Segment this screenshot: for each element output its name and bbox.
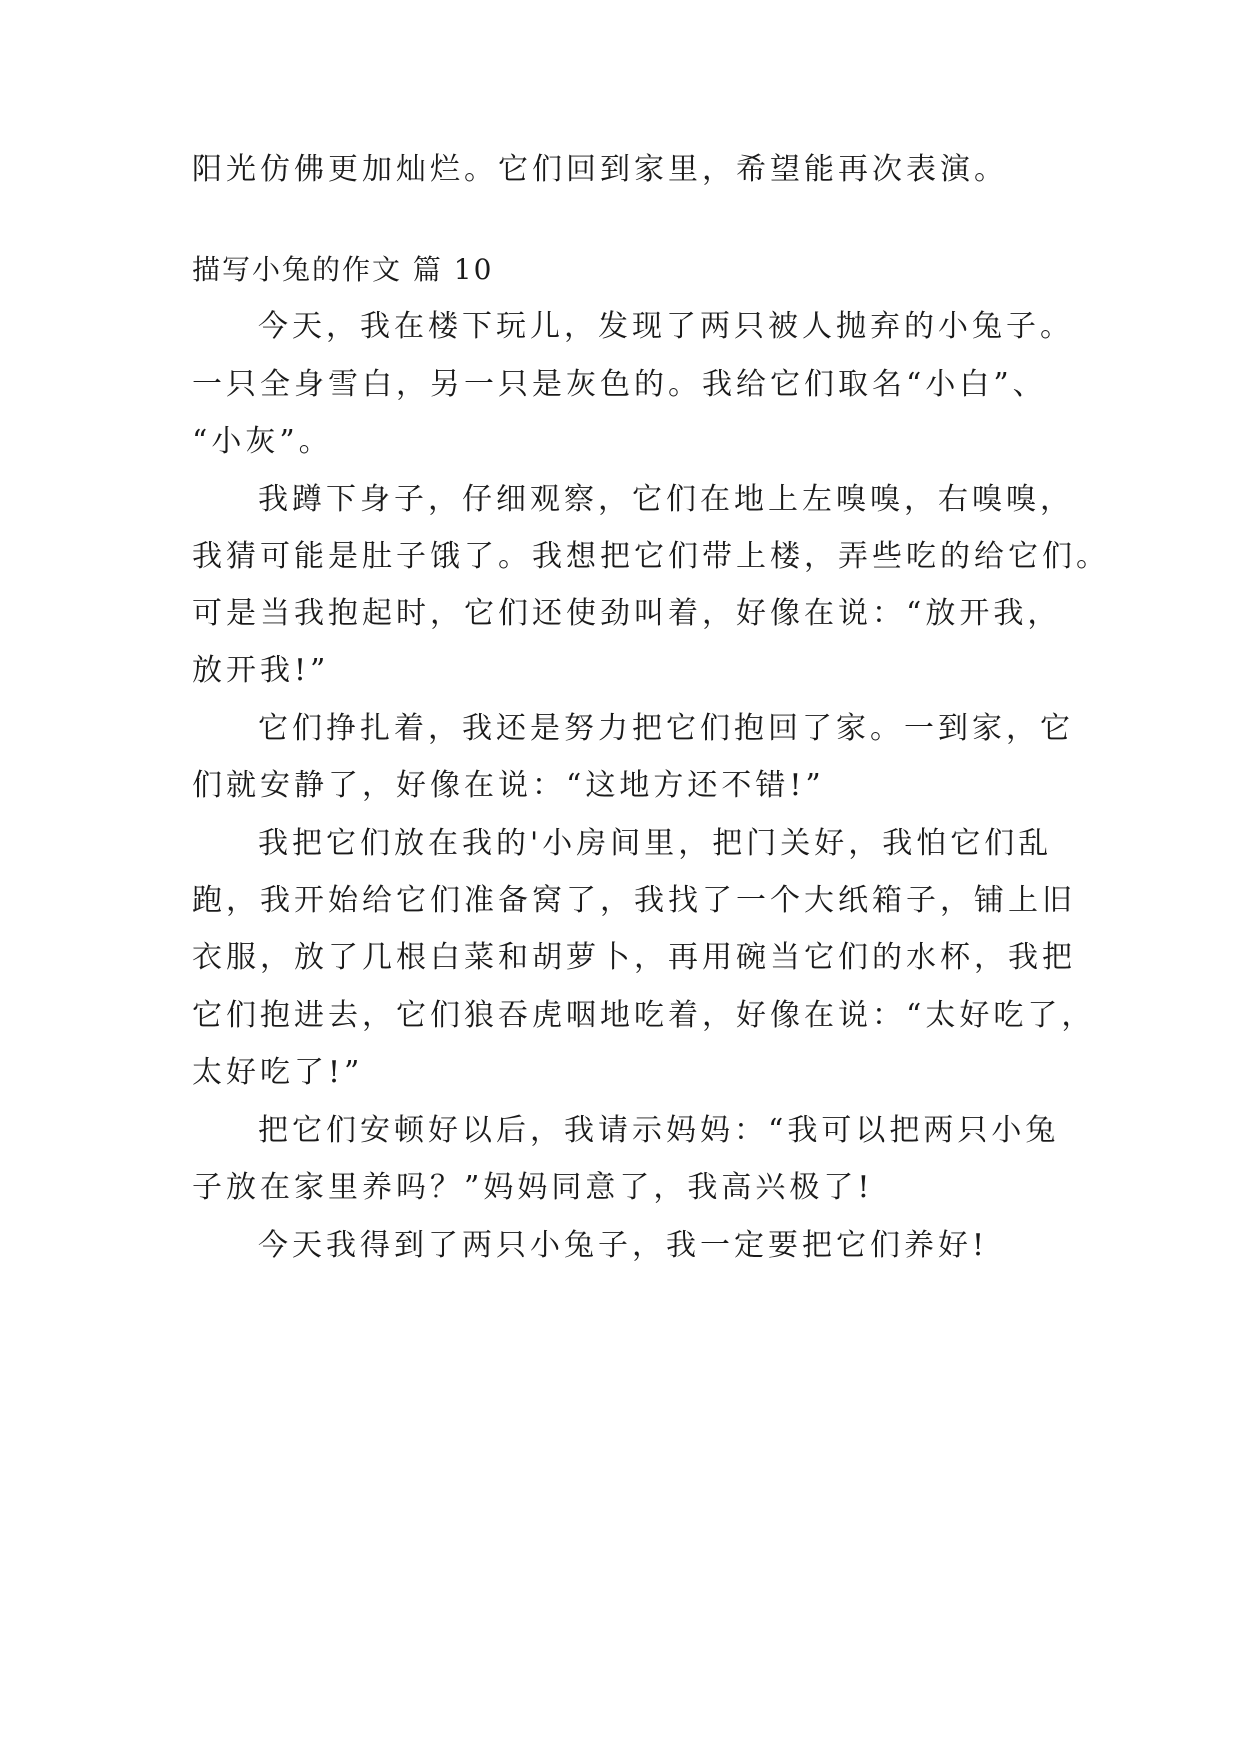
body-line: 跑，我开始给它们准备窝了，我找了一个大纸箱子，铺上旧 (192, 883, 1076, 918)
body-line: 它们挣扎着，我还是努力把它们抱回了家。一到家，它 (258, 711, 1074, 746)
section-title: 描写小兔的作文 篇 10 (192, 253, 494, 286)
body-line: 今天，我在楼下玩儿，发现了两只被人抛弃的小兔子。 (258, 309, 1074, 344)
body-line: 可是当我抱起时，它们还使劲叫着，好像在说：“放开我， (192, 596, 1062, 631)
body-line: 今天我得到了两只小兔子，我一定要把它们养好! (258, 1228, 989, 1263)
body-line: 子放在家里养吗？”妈妈同意了，我高兴极了! (192, 1170, 874, 1205)
body-line: 们就安静了，好像在说：“这地方还不错!” (192, 768, 825, 803)
body-line: 太好吃了!” (192, 1055, 364, 1090)
body-line: 我把它们放在我的'小房间里，把门关好，我怕它们乱 (258, 826, 1053, 861)
body-line: 放开我!” (192, 653, 330, 688)
body-line: “小灰”。 (192, 424, 333, 459)
body-line: 我蹲下身子，仔细观察，它们在地上左嗅嗅，右嗅嗅， (258, 482, 1074, 517)
body-line: 一只全身雪白，另一只是灰色的。我给它们取名“小白”、 (192, 367, 1047, 402)
body-line: 我猜可能是肚子饿了。我想把它们带上楼，弄些吃的给它们。 (192, 539, 1110, 574)
body-line: 衣服，放了几根白菜和胡萝卜，再用碗当它们的水杯，我把 (192, 940, 1076, 975)
body-line: 把它们安顿好以后，我请示妈妈：“我可以把两只小兔 (258, 1113, 1060, 1148)
body-line: 它们抱进去，它们狼吞虎咽地吃着，好像在说：“太好吃了， (192, 998, 1096, 1033)
previous-paragraph-ending: 阳光仿佛更加灿烂。它们回到家里，希望能再次表演。 (192, 152, 1008, 187)
